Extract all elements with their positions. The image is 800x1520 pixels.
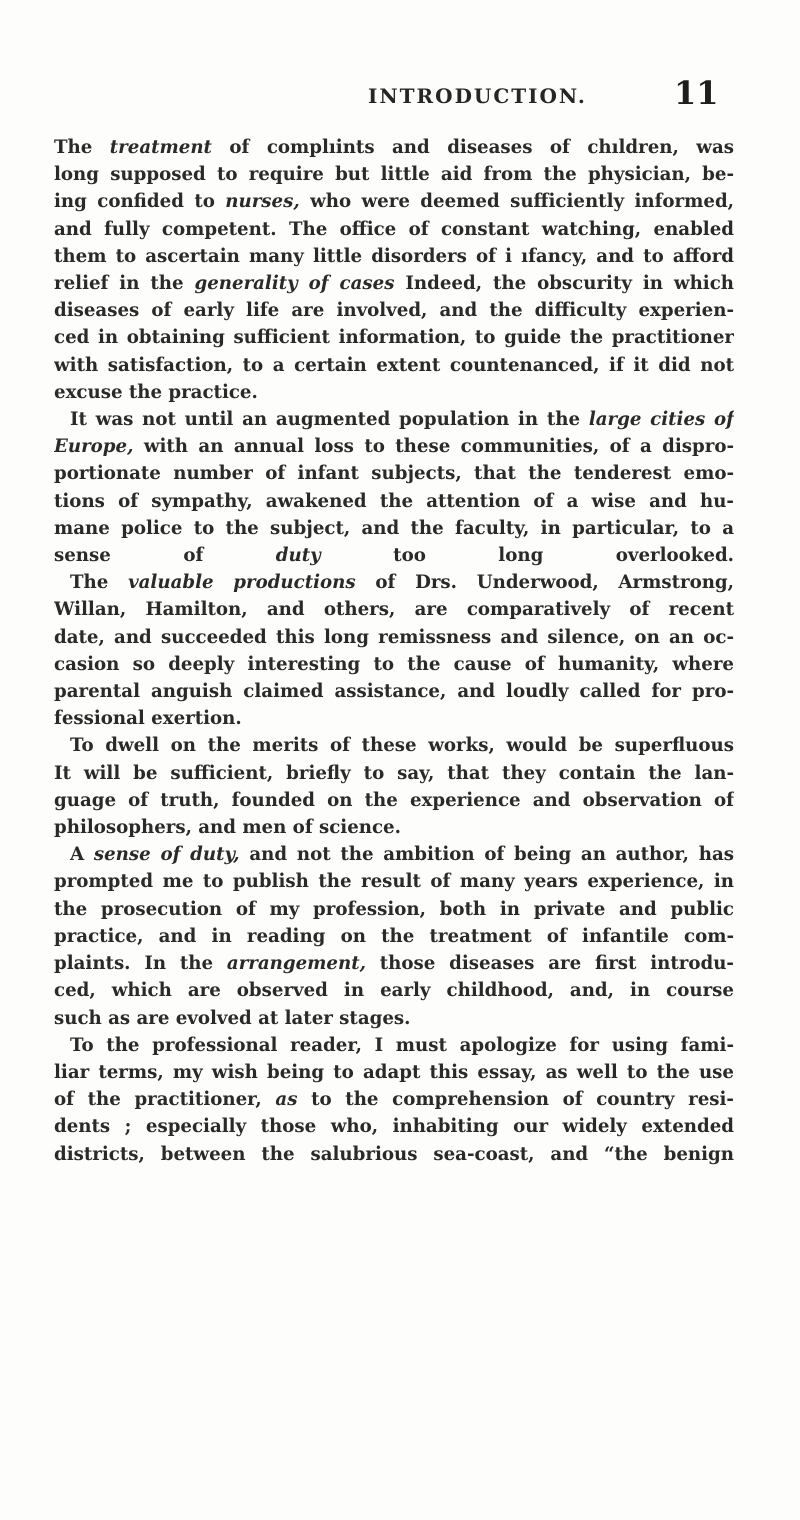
- text-line: [54, 651, 734, 678]
- text-run: the prosecution of my profession, both in private and public: [54, 898, 734, 920]
- text-run: dents ; especially those who, inhabiting our widely extended: [54, 1116, 734, 1138]
- text-line: [54, 542, 734, 569]
- text-line: [54, 760, 734, 787]
- text-run: those diseases are first introdu-: [365, 953, 734, 975]
- text-line: [54, 787, 734, 814]
- text-run: and fully competent. The office of constant watching, enabled: [54, 218, 734, 240]
- text-run: such as are evolved at later stages.: [54, 1007, 411, 1029]
- text-run: with an annual loss to these communities, of a dispro-: [133, 436, 734, 458]
- text-line: [54, 596, 734, 623]
- text-run: fessional exertion.: [54, 708, 242, 730]
- text-run: diseases of early life are involved, and the difficulty experien-: [54, 300, 734, 322]
- italic-phrase: duty: [275, 545, 321, 567]
- text-run: A: [70, 844, 94, 866]
- text-line: [54, 923, 734, 950]
- text-line: [54, 188, 734, 215]
- text-line: [54, 515, 734, 542]
- text-line: [54, 1032, 734, 1059]
- text-line: [54, 433, 734, 460]
- text-line: [54, 379, 734, 406]
- text-line: [54, 406, 734, 433]
- text-run: ing confided to: [54, 191, 226, 213]
- text-line: [54, 1059, 734, 1086]
- text-line: [54, 460, 734, 487]
- italic-phrase: generality of cases: [194, 273, 395, 295]
- text-run: Willan, Hamilton, and others, are comparatively of recent: [54, 599, 734, 621]
- text-run: sense of: [54, 545, 276, 567]
- text-line: [54, 705, 734, 732]
- text-run: It was not until an augmented population in the: [70, 409, 589, 431]
- running-head: INTRODUCTION.: [368, 84, 587, 108]
- text-run: relief in the: [54, 273, 195, 295]
- text-line: [54, 1005, 734, 1032]
- body-text: [54, 134, 734, 1168]
- text-line: [54, 841, 734, 868]
- text-run: of Drs. Underwood, Armstrong,: [355, 572, 734, 594]
- text-run: philosophers, and men of science.: [54, 817, 401, 839]
- italic-phrase: Europe,: [54, 436, 134, 458]
- text-run: Indeed, the obscurity in which: [394, 273, 734, 295]
- text-line: [54, 243, 734, 270]
- text-line: [54, 569, 734, 596]
- text-line: [54, 297, 734, 324]
- page-number: 11: [674, 74, 719, 112]
- text-line: [54, 1141, 734, 1168]
- text-run: prompted me to publish the result of many years experience, in: [54, 871, 734, 893]
- text-run: of the practitioner,: [54, 1089, 276, 1111]
- text-run: long supposed to require but little aid from the physician, be-: [54, 164, 734, 186]
- text-line: [54, 324, 734, 351]
- italic-phrase: valuable productions: [128, 572, 356, 594]
- text-line: [54, 678, 734, 705]
- text-run: districts, between the salubrious sea-coast, and “the benign: [54, 1143, 734, 1165]
- text-run: excuse the practice.: [54, 381, 258, 403]
- text-run: to the comprehension of country resi-: [297, 1089, 734, 1111]
- text-line: [54, 161, 734, 188]
- italic-phrase: large cities of: [588, 409, 734, 431]
- text-run: To dwell on the merits of these works, would be superfluous: [70, 735, 734, 757]
- text-run: plaints. In the: [54, 953, 227, 975]
- text-run: and not the ambition of being an author, has: [239, 844, 734, 866]
- text-run: who were deemed sufficiently informed,: [299, 191, 734, 213]
- text-run: To the professional reader, I must apologize for using fami-: [70, 1034, 734, 1056]
- italic-phrase: arrangement,: [226, 953, 366, 975]
- text-run: with satisfaction, to a certain extent countenanced, if it did not: [54, 354, 734, 376]
- text-run: mane police to the subject, and the faculty, in particular, to a: [54, 517, 734, 539]
- text-run: parental anguish claimed assistance, and loudly called for pro-: [54, 681, 734, 703]
- text-line: [54, 270, 734, 297]
- text-line: [54, 624, 734, 651]
- text-run: them to ascertain many little disorders of i ıfancy, and to afford: [54, 245, 734, 267]
- text-run: The: [70, 572, 129, 594]
- text-line: [54, 732, 734, 759]
- text-line: [54, 216, 734, 243]
- text-run: portionate number of infant subjects, that the tenderest emo-: [54, 463, 734, 485]
- text-line: [54, 896, 734, 923]
- italic-phrase: treatment: [109, 137, 212, 158]
- text-line: [54, 814, 734, 841]
- text-line: [54, 868, 734, 895]
- text-run: tions of sympathy, awakened the attention of a wise and hu-: [54, 490, 734, 512]
- italic-phrase: as: [275, 1089, 298, 1111]
- text-run: The: [54, 137, 110, 158]
- text-line: [54, 1086, 734, 1113]
- text-run: It will be sufficient, briefly to say, that they contain the lan-: [54, 762, 734, 784]
- text-run: ced, which are observed in early childhood, and, in course: [54, 980, 734, 1002]
- text-run: casion so deeply interesting to the cause of humanity, where: [54, 653, 734, 675]
- text-run: too long overlooked.: [320, 545, 734, 567]
- text-line: [54, 1113, 734, 1140]
- text-run: guage of truth, founded on the experience and observation of: [54, 789, 734, 811]
- text-run: date, and succeeded this long remissness and silence, on an oc-: [54, 626, 734, 648]
- text-line: [54, 134, 734, 161]
- text-run: of complıints and diseases of chıldren, was: [211, 137, 734, 158]
- text-run: liar terms, my wish being to adapt this essay, as well to the use: [54, 1061, 734, 1083]
- text-line: [54, 977, 734, 1004]
- italic-phrase: sense of duty,: [93, 844, 240, 866]
- text-line: [54, 352, 734, 379]
- text-run: ced in obtaining sufficient information, to guide the practitioner: [54, 327, 734, 349]
- text-run: practice, and in reading on the treatment of infantile com-: [54, 925, 734, 947]
- text-line: [54, 488, 734, 515]
- italic-phrase: nurses,: [225, 191, 300, 213]
- text-line: [54, 950, 734, 977]
